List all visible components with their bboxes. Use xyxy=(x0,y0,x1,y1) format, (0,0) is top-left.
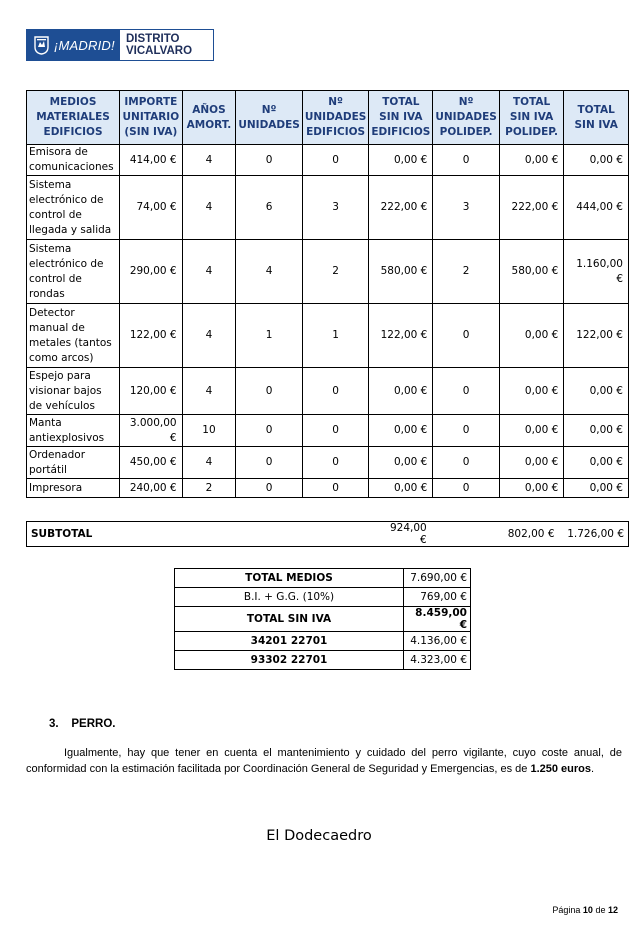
row-label: Detector manual de metales (tantos como arcos) xyxy=(27,304,120,368)
table-row xyxy=(27,368,629,415)
paragraph-amount: 1.250 euros xyxy=(530,763,591,775)
table-cell: 122,00 € xyxy=(369,304,433,368)
row-label: Sistema electrónico de control de llegada y salida xyxy=(27,176,120,240)
col-header: MEDIOS MATERIALES EDIFICIOS xyxy=(27,91,120,145)
page-current: 10 xyxy=(582,905,593,915)
col-header: Nº UNIDADES POLIDEP. xyxy=(433,91,500,145)
table-cell: 0,00 € xyxy=(564,368,629,415)
table-cell: 3.000,00 € xyxy=(120,415,183,447)
subtotal-total: 1.726,00 € xyxy=(559,522,629,547)
page-number xyxy=(552,905,618,915)
district-line-2: VICALVARO xyxy=(126,45,193,57)
table-cell: 3 xyxy=(302,176,369,240)
col-header: AÑOS AMORT. xyxy=(182,91,236,145)
summary-key: 34201 22701 xyxy=(175,632,404,651)
table-cell: 2 xyxy=(433,240,500,304)
table-cell: 0 xyxy=(302,145,369,176)
table-row xyxy=(27,240,629,304)
table-row xyxy=(27,415,629,447)
summary-table xyxy=(174,568,471,670)
table-cell: 0,00 € xyxy=(499,368,563,415)
table-cell: 6 xyxy=(236,176,303,240)
table-cell: 0,00 € xyxy=(369,415,433,447)
summary-row xyxy=(175,607,471,632)
table-row xyxy=(27,304,629,368)
madrid-crest-icon xyxy=(34,35,49,55)
table-cell: 3 xyxy=(433,176,500,240)
section-number: 3. xyxy=(49,718,59,730)
table-cell: 0,00 € xyxy=(369,145,433,176)
table-cell: 0,00 € xyxy=(369,479,433,498)
table-cell: 4 xyxy=(182,447,236,479)
summary-value: 769,00 € xyxy=(404,588,471,607)
summary-key: B.I. + G.G. (10%) xyxy=(175,588,404,607)
summary-value: 7.690,00 € xyxy=(404,569,471,588)
subtotal-label: SUBTOTAL xyxy=(27,522,379,547)
summary-row xyxy=(175,569,471,588)
row-label: Emisora de comunicaciones xyxy=(27,145,120,176)
table-cell: 222,00 € xyxy=(499,176,563,240)
table-cell: 0 xyxy=(433,368,500,415)
table-cell: 0 xyxy=(433,304,500,368)
table-cell: 122,00 € xyxy=(120,304,183,368)
table-cell: 0,00 € xyxy=(564,415,629,447)
table-row xyxy=(27,145,629,176)
summary-key: TOTAL MEDIOS xyxy=(175,569,404,588)
summary-value: 8.459,00 € xyxy=(404,607,471,632)
table-cell: 4 xyxy=(182,368,236,415)
table-header-row xyxy=(27,91,629,145)
table-cell: 0 xyxy=(302,447,369,479)
document-footer-text: El Dodecaedro xyxy=(266,828,372,844)
table-cell: 580,00 € xyxy=(499,240,563,304)
page-total: 12 xyxy=(607,905,618,915)
table-cell: 0,00 € xyxy=(499,415,563,447)
table-cell: 4 xyxy=(182,304,236,368)
table-cell: 0,00 € xyxy=(499,304,563,368)
col-header: Nº UNIDADES EDIFICIOS xyxy=(302,91,369,145)
table-cell: 4 xyxy=(182,176,236,240)
row-label: Manta antiexplosivos xyxy=(27,415,120,447)
paragraph-end: . xyxy=(591,763,595,775)
summary-value: 4.323,00 € xyxy=(404,651,471,670)
summary-row xyxy=(175,651,471,670)
table-cell: 0 xyxy=(433,145,500,176)
col-header: TOTAL SIN IVA EDIFICIOS xyxy=(369,91,433,145)
row-label: Espejo para visionar bajos de vehículos xyxy=(27,368,120,415)
section-title: PERRO. xyxy=(71,718,116,730)
table-cell: 0,00 € xyxy=(564,145,629,176)
table-cell: 4 xyxy=(182,145,236,176)
table-cell: 0 xyxy=(433,447,500,479)
page-separator: de xyxy=(595,905,606,915)
table-cell: 2 xyxy=(302,240,369,304)
table-cell: 0,00 € xyxy=(564,447,629,479)
section-heading xyxy=(49,718,115,730)
table-cell: 4 xyxy=(236,240,303,304)
table-cell: 0,00 € xyxy=(499,479,563,498)
col-header: Nº UNIDADES xyxy=(236,91,303,145)
table-cell: 4 xyxy=(182,240,236,304)
summary-key: TOTAL SIN IVA xyxy=(175,607,404,632)
table-cell: 122,00 € xyxy=(564,304,629,368)
table-cell: 0 xyxy=(236,479,303,498)
logo-blue-block xyxy=(26,29,120,61)
table-cell: 0 xyxy=(302,415,369,447)
table-cell: 0,00 € xyxy=(499,447,563,479)
table-cell: 120,00 € xyxy=(120,368,183,415)
paragraph-text: Igualmente, hay que tener en cuenta el mantenimiento y cuidado del perro vigilante, cuyo coste anual, de conformidad con la estimación facilitada por Coordinación General de Seguridad y Emergencias, es de xyxy=(26,747,622,775)
section-paragraph xyxy=(26,745,622,777)
table-cell: 0,00 € xyxy=(369,447,433,479)
table-cell: 0 xyxy=(236,415,303,447)
madrid-logo xyxy=(26,29,214,61)
subtotal-edificios: 924,00 € xyxy=(379,522,431,547)
table-cell: 0,00 € xyxy=(564,479,629,498)
table-cell: 240,00 € xyxy=(120,479,183,498)
row-label: Ordenador portátil xyxy=(27,447,120,479)
table-cell: 2 xyxy=(182,479,236,498)
table-cell: 0 xyxy=(236,145,303,176)
district-label xyxy=(120,29,214,61)
table-cell: 0 xyxy=(302,479,369,498)
summary-row xyxy=(175,588,471,607)
table-cell: 1 xyxy=(302,304,369,368)
table-cell: 1 xyxy=(236,304,303,368)
row-label: Sistema electrónico de control de rondas xyxy=(27,240,120,304)
summary-value: 4.136,00 € xyxy=(404,632,471,651)
summary-key: 93302 22701 xyxy=(175,651,404,670)
page-prefix: Página xyxy=(552,905,581,915)
table-cell: 0 xyxy=(433,415,500,447)
table-cell: 1.160,00 € xyxy=(564,240,629,304)
subtotal-polidep: 802,00 € xyxy=(431,522,559,547)
summary-row xyxy=(175,632,471,651)
subtotal-row xyxy=(27,522,629,547)
table-cell: 290,00 € xyxy=(120,240,183,304)
logo-madrid-text: ¡MADRID! xyxy=(54,37,115,53)
table-cell: 74,00 € xyxy=(120,176,183,240)
col-header: TOTAL SIN IVA xyxy=(564,91,629,145)
table-cell: 222,00 € xyxy=(369,176,433,240)
table-cell: 580,00 € xyxy=(369,240,433,304)
table-row xyxy=(27,447,629,479)
table-row xyxy=(27,176,629,240)
table-cell: 10 xyxy=(182,415,236,447)
table-row xyxy=(27,479,629,498)
table-cell: 0,00 € xyxy=(369,368,433,415)
table-cell: 0,00 € xyxy=(499,145,563,176)
materials-table xyxy=(26,90,629,498)
table-cell: 0 xyxy=(236,368,303,415)
row-label: Impresora xyxy=(27,479,120,498)
table-cell: 414,00 € xyxy=(120,145,183,176)
table-cell: 450,00 € xyxy=(120,447,183,479)
subtotal-table xyxy=(26,521,629,547)
table-cell: 0 xyxy=(302,368,369,415)
table-cell: 0 xyxy=(433,479,500,498)
col-header: IMPORTE UNITARIO (SIN IVA) xyxy=(120,91,183,145)
col-header: TOTAL SIN IVA POLIDEP. xyxy=(499,91,563,145)
table-cell: 0 xyxy=(236,447,303,479)
table-cell: 444,00 € xyxy=(564,176,629,240)
district-line-1: DISTRITO xyxy=(126,33,180,45)
